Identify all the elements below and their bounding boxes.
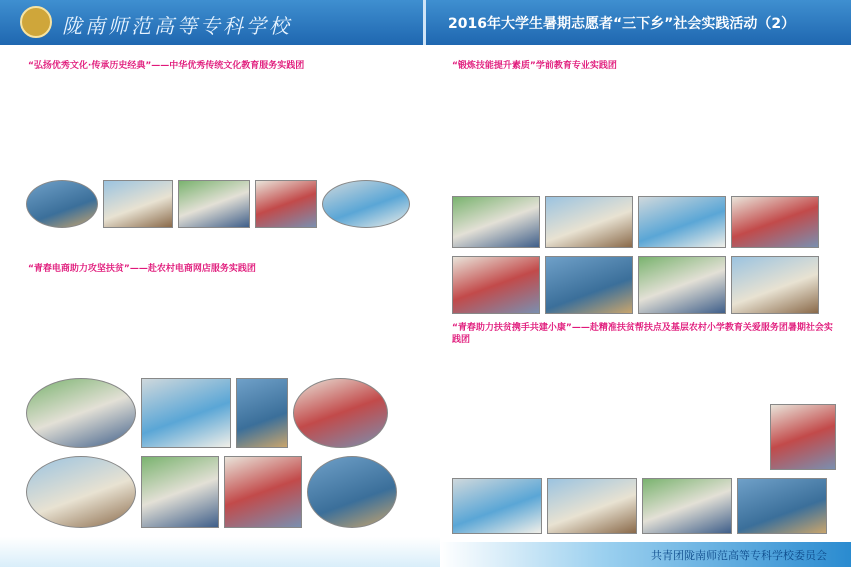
photo bbox=[26, 456, 136, 528]
school-logo-icon bbox=[20, 6, 52, 38]
footer-banner bbox=[440, 542, 851, 567]
photo bbox=[737, 478, 827, 534]
photo bbox=[731, 256, 819, 314]
left-photo-row-1 bbox=[26, 180, 410, 228]
right-photo-row-3 bbox=[452, 478, 827, 534]
decorative-wave bbox=[0, 537, 440, 567]
school-name: 陇南师范高等专科学校 bbox=[62, 14, 292, 38]
left-photo-row-3 bbox=[26, 456, 397, 528]
photo bbox=[642, 478, 732, 534]
photo bbox=[236, 378, 288, 448]
page-title: 2016年大学生暑期志愿者“三下乡”社会实践活动（2） bbox=[448, 16, 796, 32]
right-section-2 bbox=[452, 322, 837, 346]
left-section-2 bbox=[28, 263, 413, 275]
photo bbox=[638, 196, 726, 248]
photo bbox=[545, 196, 633, 248]
photo bbox=[293, 378, 388, 448]
photo bbox=[307, 456, 397, 528]
photo bbox=[178, 180, 250, 228]
photo bbox=[731, 196, 819, 248]
right-photo-row-1 bbox=[452, 196, 819, 248]
left-photo-row-2 bbox=[26, 378, 388, 448]
photo bbox=[452, 478, 542, 534]
photo bbox=[26, 180, 98, 228]
photo bbox=[26, 378, 136, 448]
header-divider bbox=[423, 0, 426, 45]
photo bbox=[141, 378, 231, 448]
photo bbox=[545, 256, 633, 314]
photo bbox=[770, 404, 836, 470]
section-title: “弘扬优秀文化·传承历史经典”——中华优秀传统文化教育服务实践团 bbox=[28, 61, 305, 71]
photo bbox=[224, 456, 302, 528]
photo bbox=[255, 180, 317, 228]
photo bbox=[322, 180, 410, 228]
photo bbox=[547, 478, 637, 534]
photo bbox=[452, 196, 540, 248]
right-photo-row-2 bbox=[452, 256, 819, 314]
section-title: “锻炼技能提升素质”学前教育专业实践团 bbox=[452, 61, 617, 71]
section-title: “青春电商助力攻坚扶贫”——赴农村电商网店服务实践团 bbox=[28, 264, 256, 274]
photo bbox=[141, 456, 219, 528]
photo bbox=[103, 180, 173, 228]
photo bbox=[638, 256, 726, 314]
photo bbox=[452, 256, 540, 314]
right-section-1 bbox=[452, 60, 837, 72]
left-section-1 bbox=[28, 60, 413, 72]
section-title: “青春助力扶贫携手共建小康”——赴精准扶贫帮扶点及基层农村小学教育关爱服务团暑期社会实践团 bbox=[452, 323, 833, 345]
footer-org: 共青团陇南师范高等专科学校委员会 bbox=[651, 549, 827, 562]
header-banner bbox=[0, 0, 851, 45]
